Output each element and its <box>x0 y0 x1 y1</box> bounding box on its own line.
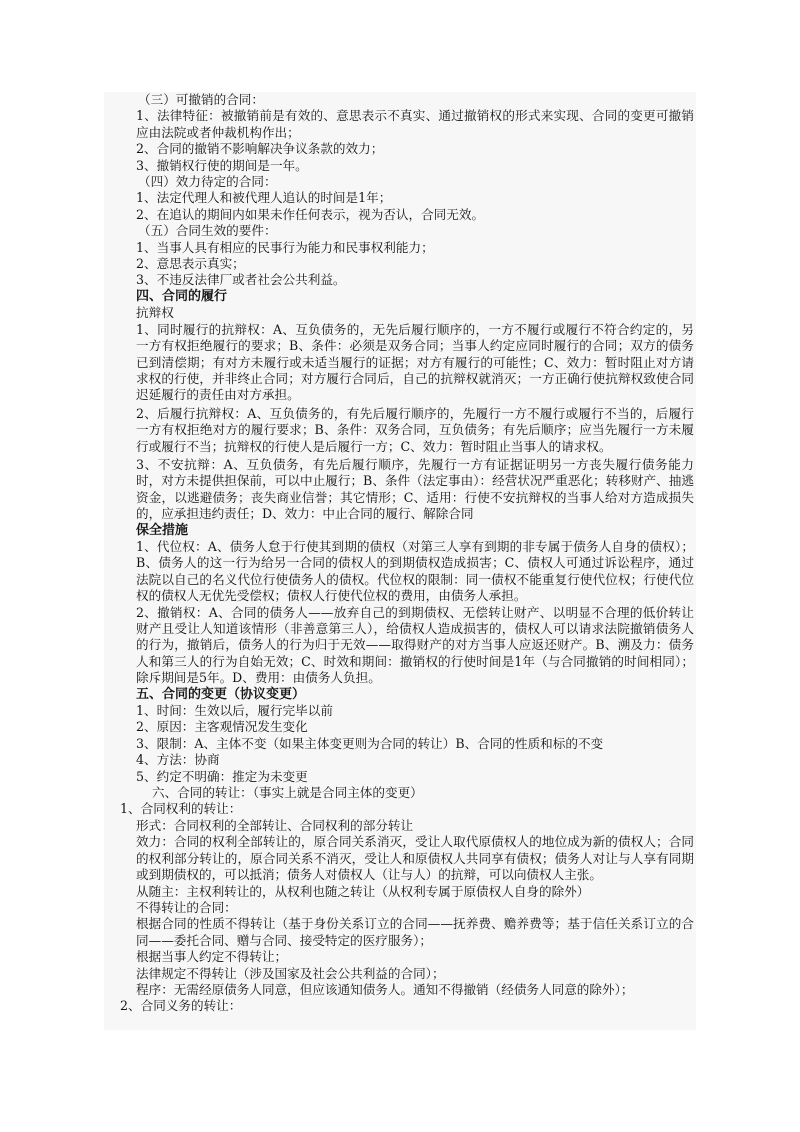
paragraph: 5、约定不明确：推定为未变更 <box>136 768 308 784</box>
document-page <box>104 92 696 1030</box>
section-heading: （四）效力待定的合同： <box>138 174 277 190</box>
paragraph: 2、合同义务的转让： <box>120 998 242 1014</box>
chapter-heading: 六、合同的转让：（事实上就是合同主体的变更） <box>152 785 423 801</box>
paragraph: 形式：合同权利的全部转让、合同权利的部分转让 <box>136 817 414 833</box>
chapter-heading: 四、合同的履行 <box>136 288 228 304</box>
subheading: 不得转让的合同： <box>136 899 237 915</box>
paragraph: 1、法定代理人和被代理人追认的时间是1年； <box>136 190 392 206</box>
paragraph: 根据合同的性质不得转让（基于身份关系订立的合同——抚养费、赡养费等；基于信任关系订立的合同——委托合同、赠与合同、接受特定的医疗服务）； <box>136 916 694 948</box>
chapter-heading: 保全措施 <box>136 522 189 538</box>
paragraph: 从随主：主权利转让的，从权利也随之转让（从权利专属于原债权人自身的除外） <box>136 883 590 899</box>
paragraph: 程序：无需经原债务人同意，但应该通知债务人。通知不得撤销（经债务人同意的除外）； <box>136 981 634 997</box>
paragraph: 1、当事人具有相应的民事行为能力和民事权利能力； <box>136 239 434 255</box>
subheading: 抗辩权 <box>136 305 174 321</box>
paragraph: 3、限制：A、主体不变（如果主体变更则为合同的转让）B、合同的性质和标的不变 <box>136 735 604 751</box>
paragraph: 2、后履行抗辩权：A、互负债务的，有先后履行顺序的，先履行一方不履行或履行不当的，后履行一方有权拒绝对方的履行要求；B、条件：双务合同，互负债务；有先后顺序；应当先履行一方未履行或履行不当；抗辩权的行使人是后履行一方；C、效力：暂时阻止当事人的请求权。 <box>136 405 694 454</box>
paragraph: 3、不违反法律厂或者社会公共利益。 <box>136 272 346 288</box>
paragraph: 4、方法：协商 <box>136 752 220 768</box>
paragraph: 1、代位权：A、债务人怠于行使其到期的债权（对第三人享有到期的非专属于债务人自身的债权）；B、债务人的这一行为给另一合同的债权人的到期债权造成损害；C、债权人可通过诉讼程序，通过法院以自己的名义代位行使债务人的债权。代位权的限制：同一债权不能重复行使代位权；行使代位权的债权人无优先受偿权；债权人行使代位权的费用，由债务人承担。 <box>136 538 694 604</box>
paragraph: 3、不安抗辩：A、互负债务，有先后履行顺序，先履行一方有证据证明另一方丧失履行债务能力时，对方未提供担保前，可以中止履行；B、条件（法定事由）：经营状况严重恶化；转移财产、抽逃资金，以逃避债务；丧失商业信誉；其它情形；C、适用：行使不安抗辩权的当事人给对方造成损失的，应承担违约责任；D、效力：中止合同的履行、解除合同 <box>136 456 694 522</box>
paragraph: 2、原因：主客观情况发生变化 <box>136 719 308 735</box>
paragraph: 1、法律特征：被撤销前是有效的、意思表示不真实、通过撤销权的形式来实现、合同的变更可撤销应由法院或者仲裁机构作出； <box>136 108 694 140</box>
section-heading: （五）合同生效的要件： <box>138 223 277 239</box>
chapter-heading: 五、合同的变更（协议变更） <box>136 686 306 702</box>
paragraph: 3、撤销权行使的期间是一年。 <box>136 157 308 173</box>
paragraph: 2、在追认的期间内如果未作任何表示，视为否认，合同无效。 <box>136 206 485 222</box>
paragraph: 2、撤销权：A、合同的债务人——放弃自己的到期债权、无偿转让财产、以明显不合理的低价转让财产且受让人知道该情形（非善意第三人），给债权人造成损害的，债权人可以请求法院撤销债务人的行为，撤销后，债务人的行为归于无效——取得财产的对方当事人应返还财产。B、溯及力：债务人和第三人的行为自始无效；C、时效和期间：撤销权的行使时间是1年（与合同撤销的时间相同）；除斥期间是5年。D、费用：由债务人负担。 <box>136 604 694 686</box>
paragraph: 2、合同的撤销不影响解决争议条款的效力； <box>136 141 384 157</box>
section-heading: （三）可撤销的合同： <box>138 92 264 107</box>
paragraph: 2、意思表示真实； <box>136 256 245 272</box>
paragraph: 1、时间：生效以后，履行完毕以前 <box>136 703 333 719</box>
paragraph: 根据当事人约定不得转让； <box>136 949 288 965</box>
paragraph: 效力：合同的权利全部转让的，原合同关系消灭，受让人取代原债权人的地位成为新的债权人；合同的权利部分转让的，原合同关系不消灭，受让人和原债权人共同享有债权；债务人对让与人享有同期或到期债权的，可以抵消；债务人对债权人（让与人）的抗辩，可以向债权人主张。 <box>136 834 694 883</box>
paragraph: 1、同时履行的抗辩权：A、互负债务的，无先后履行顺序的，一方不履行或履行不符合约定的，另一方有权拒绝履行的要求；B、条件：必须是双务合同；当事人约定应同时履行的合同；双方的债务已到清偿期；有对方未履行或未适当履行的证据；对方有履行的可能性；C、效力：暂时阻止对方请求权的行使，并非终止合同；对方履行合同后，自己的抗辩权就消灭；一方正确行使抗辩权致使合同迟延履行的责任由对方承担。 <box>136 321 694 403</box>
paragraph: 1、合同权利的转让： <box>120 801 242 817</box>
paragraph: 法律规定不得转让（涉及国家及社会公共利益的合同）； <box>136 965 445 981</box>
